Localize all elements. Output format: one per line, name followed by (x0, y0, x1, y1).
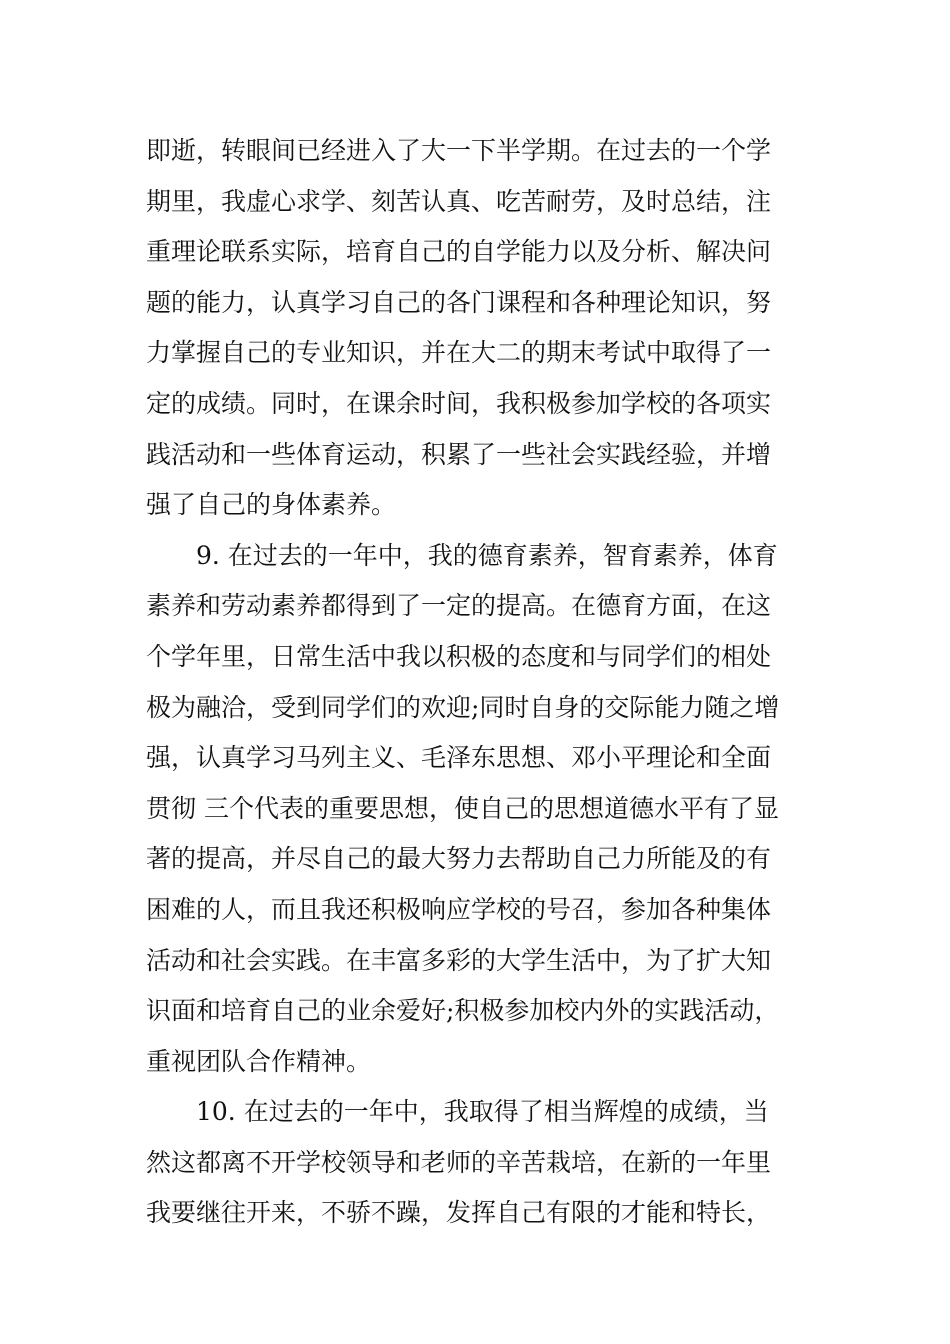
paragraph-1 (146, 126, 808, 531)
text-line: 即逝，转眼间已经进入了大一下半学期。在过去的一个学 (146, 136, 772, 165)
text-line: 定的成绩。同时，在课余时间，我积极参加学校的各项实 (146, 388, 772, 418)
text-line: 贯彻 三个代表的重要思想，使自己的思想道德水平有了显 (146, 793, 779, 823)
text-line: 期里，我虚心求学、刻苦认真、吃苦耐劳，及时总结，注 (146, 186, 772, 216)
text-line: 力掌握自己的专业知识，并在大二的期末考试中取得了一 (146, 338, 772, 368)
text-line: 识面和培育自己的业余爱好;积极参加校内外的实践活动， (146, 996, 780, 1026)
paragraph-2 (146, 531, 808, 1088)
text-line-indented: 10. 在过去的一年中，我取得了相当辉煌的成绩，当 (196, 1097, 769, 1127)
document-body (146, 126, 808, 1239)
text-line: 强了自己的身体素养。 (146, 490, 397, 520)
text-line: 题的能力，认真学习自己的各门课程和各种理论知识，努 (146, 287, 772, 317)
text-line: 强，认真学习马列主义、毛泽东思想、邓小平理论和全面 (146, 743, 772, 773)
text-line: 重视团队合作精神。 (146, 1046, 372, 1076)
text-line: 个学年里，日常生活中我以积极的态度和与同学们的相处 (146, 641, 772, 671)
text-line: 极为融洽，受到同学们的欢迎;同时自身的交际能力随之增 (146, 692, 780, 722)
text-line: 践活动和一些体育运动，积累了一些社会实践经验，并增 (146, 439, 772, 469)
text-line: 我要继往开来，不骄不躁，发挥自己有限的才能和特长， (146, 1198, 772, 1228)
text-line: 重理论联系实际，培育自己的自学能力以及分析、解决问 (146, 237, 772, 267)
paragraph-3 (146, 1087, 808, 1239)
text-line: 著的提高，并尽自己的最大努力去帮助自己力所能及的有 (146, 844, 772, 874)
text-line: 困难的人，而且我还积极响应学校的号召，参加各种集体 (146, 894, 772, 924)
text-line-indented: 9. 在过去的一年中，我的德育素养，智育素养，体育 (196, 540, 778, 570)
text-line: 然这都离不开学校领导和老师的辛苦栽培，在新的一年里 (146, 1147, 772, 1177)
text-line: 素养和劳动素养都得到了一定的提高。在德育方面，在这 (146, 591, 772, 621)
text-line: 活动和社会实践。在丰富多彩的大学生活中，为了扩大知 (146, 945, 772, 975)
